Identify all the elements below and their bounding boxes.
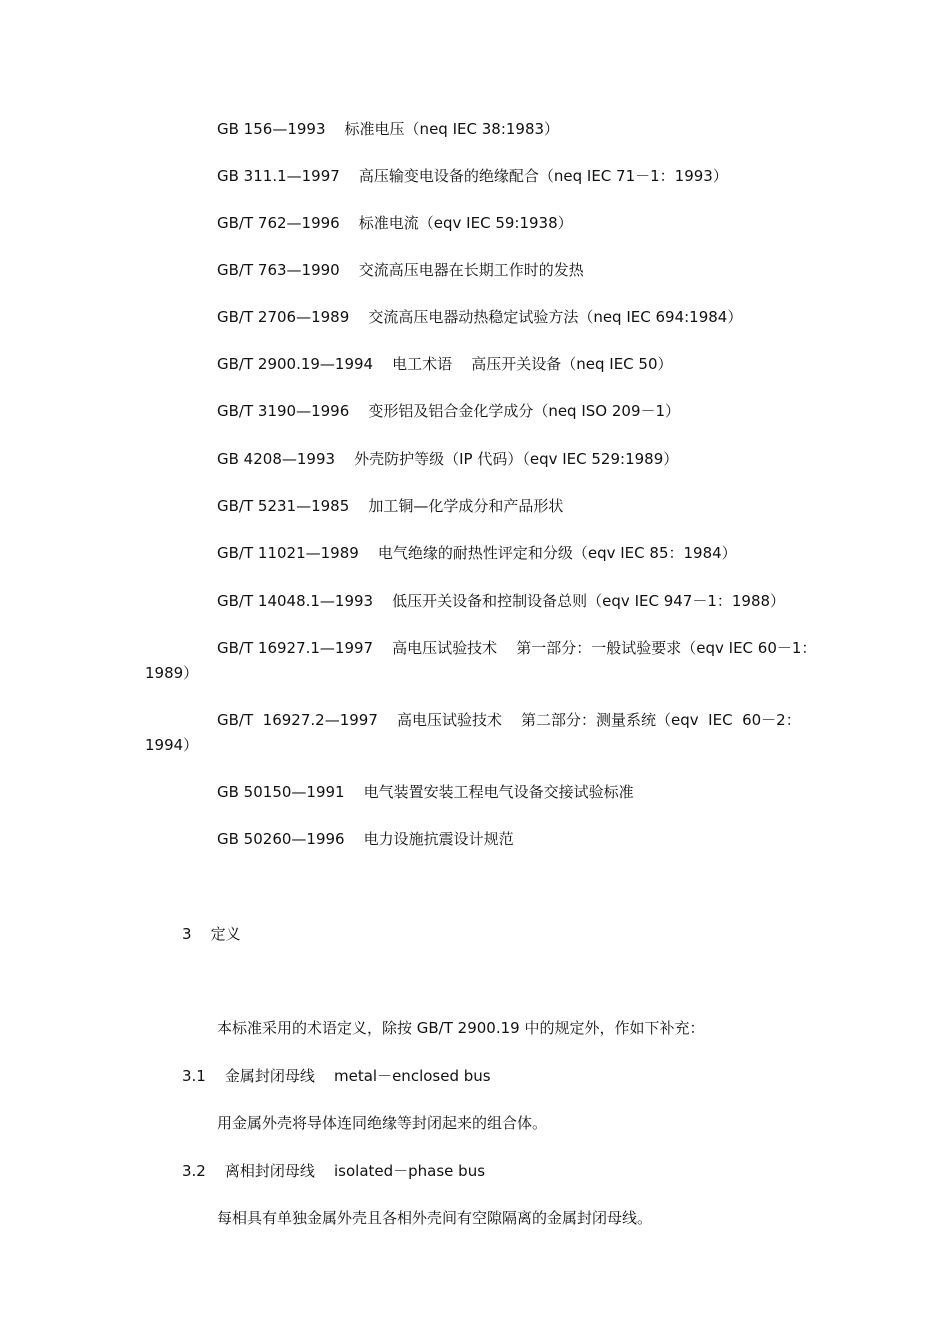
- reference-gbt-3190: GB/T 3190—1996 变形铝及铝合金化学成分（neq ISO 209－1）: [217, 402, 681, 420]
- reference-gb-50260: GB 50260—1996 电力设施抗震设计规范: [217, 830, 514, 848]
- reference-gbt-16927-2: GB/T 16927.2—1997 高电压试验技术 第二部分：测量系统（eqv IEC 60－2：: [217, 711, 801, 729]
- term-title: 3.1 金属封闭母线 metal－enclosed bus: [182, 1067, 491, 1085]
- reference-gbt-2900-19: GB/T 2900.19—1994 电工术语 高压开关设备（neq IEC 50）: [217, 355, 673, 373]
- reference-gbt-16927-1-continued: 1989）: [145, 664, 199, 682]
- term-definition: 用金属外壳将导体连同绝缘等封闭起来的组合体。: [217, 1114, 548, 1132]
- reference-gbt-763: GB/T 763—1990 交流高压电器在长期工作时的发热: [217, 261, 584, 279]
- reference-gbt-16927-1: GB/T 16927.1—1997 高电压试验技术 第一部分：一般试验要求（eqv IEC 60－1：: [217, 639, 817, 657]
- term-title: 3.2 离相封闭母线 isolated－phase bus: [182, 1162, 486, 1180]
- reference-gb-311-1: GB 311.1—1997 高压输变电设备的绝缘配合（neq IEC 71－1：1993）: [217, 167, 728, 185]
- reference-gbt-11021: GB/T 11021—1989 电气绝缘的耐热性评定和分级（eqv IEC 85：1984）: [217, 544, 737, 562]
- reference-gbt-2706: GB/T 2706—1989 交流高压电器动热稳定试验方法（neq IEC 694:1984）: [217, 308, 743, 326]
- term-definition: 每相具有单独金属外壳且各相外壳间有空隙隔离的金属封闭母线。: [217, 1209, 653, 1227]
- reference-gbt-16927-2-continued: 1994）: [145, 736, 199, 754]
- reference-gbt-762: GB/T 762—1996 标准电流（eqv IEC 59:1938）: [217, 214, 573, 232]
- reference-gb-50150: GB 50150—1991 电气装置安装工程电气设备交接试验标准: [217, 783, 634, 801]
- reference-gb-4208: GB 4208—1993 外壳防护等级（IP 代码）（eqv IEC 529:1989）: [217, 450, 679, 468]
- section-heading: 3 定义: [182, 925, 241, 943]
- reference-gbt-5231: GB/T 5231—1985 加工铜—化学成分和产品形状: [217, 497, 564, 515]
- reference-gbt-14048-1: GB/T 14048.1—1993 低压开关设备和控制设备总则（eqv IEC 947－1：1988）: [217, 592, 786, 610]
- reference-gb-156: GB 156—1993 标准电压（neq IEC 38:1983）: [217, 120, 560, 138]
- section-intro: 本标准采用的术语定义，除按 GB/T 2900.19 中的规定外，作如下补充：: [217, 1019, 705, 1037]
